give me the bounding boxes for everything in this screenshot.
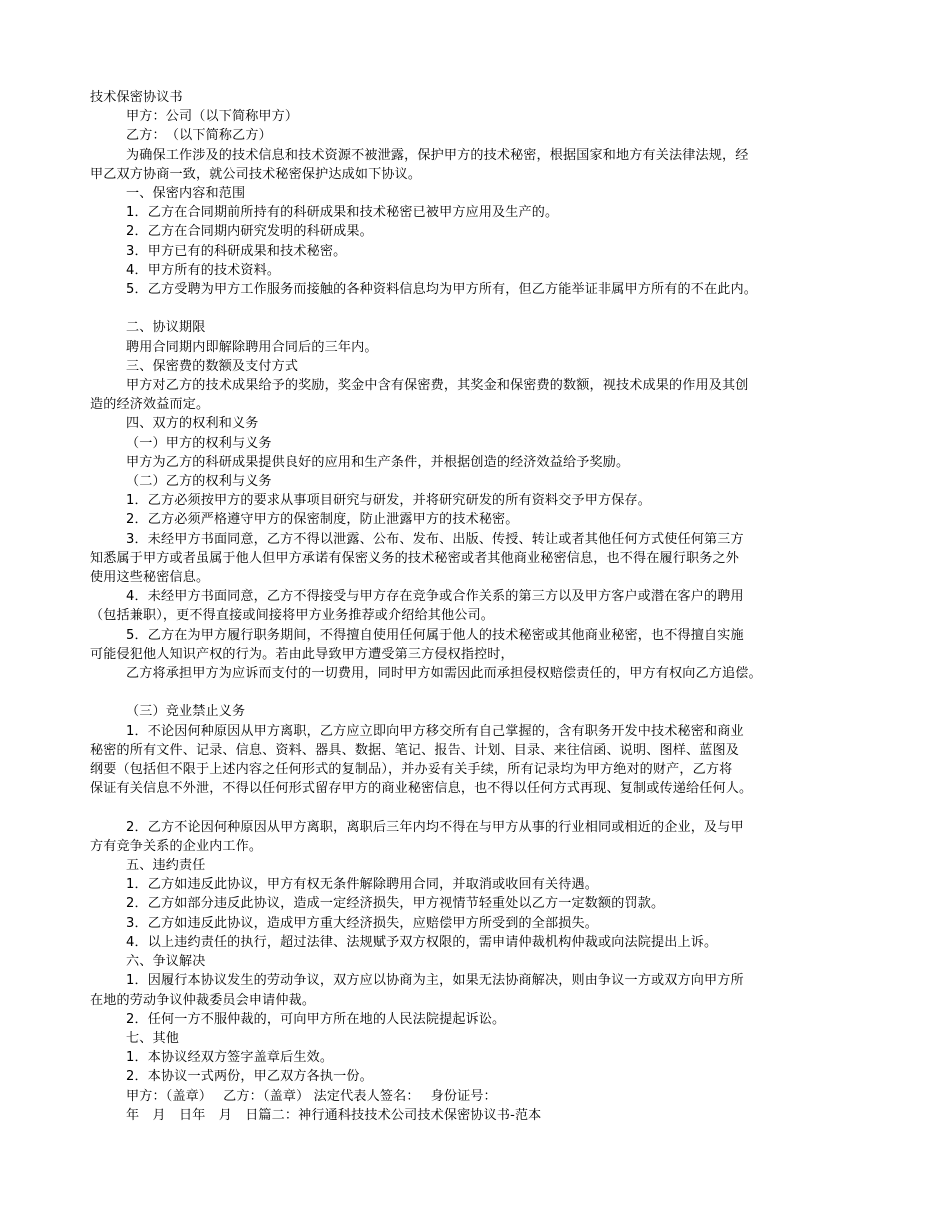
text-line: 3．未经甲方书面同意，乙方不得以泄露、公布、发布、出版、传授、转让或者其他任何方式使任何第三方 xyxy=(126,531,744,547)
text-line: （包括兼职），更不得直接或间接将甲方业务推荐或介绍给其他公司。 xyxy=(90,608,495,624)
text-line: 甲乙双方协商一致，就公司技术秘密保护达成如下协议。 xyxy=(90,166,422,182)
text-line: 为确保工作涉及的技术信息和技术资源不被泄露，保护甲方的技术秘密，根据国家和地方有关法律法规，经 xyxy=(126,147,749,163)
text-line: 知悉属于甲方或者虽属于他人但甲方承诺有保密义务的技术秘密或者其他商业秘密信息，也不得在履行职务之外 xyxy=(90,550,739,566)
text-line: （三）竞业禁止义务 xyxy=(126,704,246,720)
text-line: 5．乙方受聘为甲方工作服务而接触的各种资料信息均为甲方所有，但乙方能举证非属甲方所有的不在此内。 xyxy=(126,282,757,298)
text-line: 2．本协议一式两份，甲乙双方各执一份。 xyxy=(126,1069,373,1085)
text-line: 3．甲方已有的科研成果和技术秘密。 xyxy=(126,243,347,259)
text-line: 1．不论因何种原因从甲方离职，乙方应立即向甲方移交所有自己掌握的，含有职务开发中技术秘密和商业 xyxy=(126,723,744,739)
text-line: 1．乙方如违反此协议，甲方有权无条件解除聘用合同，并取消或收回有关待遇。 xyxy=(126,877,599,893)
text-line: 六、争议解决 xyxy=(126,954,206,970)
text-line: 乙方： （以下简称乙方） xyxy=(126,128,272,144)
text-line: 2．乙方如部分违反此协议，造成一定经济损失，甲方视情节轻重处以乙方一定数额的罚款。 xyxy=(126,896,665,912)
text-line: 五、违约责任 xyxy=(126,858,206,874)
blank-line xyxy=(90,299,870,318)
text-line: 5．乙方在为甲方履行职务期间，不得擅自使用任何属于他人的技术秘密或其他商业秘密，也不得擅自实施 xyxy=(126,627,744,643)
blank-line xyxy=(90,798,870,817)
text-line: 纲要（包括但不限于上述内容之任何形式的复制品），并办妥有关手续，所有记录均为甲方绝对的财产，乙方将 xyxy=(90,762,733,778)
text-line: 4．甲方所有的技术资料。 xyxy=(126,262,281,278)
text-line: （一）甲方的权利与义务 xyxy=(126,435,272,451)
text-line: 2．乙方在合同期内研究发明的科研成果。 xyxy=(126,224,373,240)
text-line: 方有竞争关系的企业内工作。 xyxy=(90,838,263,854)
text-line: （二）乙方的权利与义务 xyxy=(126,474,272,490)
blank-line xyxy=(90,683,870,702)
text-line: 4．未经甲方书面同意，乙方不得接受与甲方存在竞争或合作关系的第三方以及甲方客户或潜在客户的聘用 xyxy=(126,589,744,605)
text-line: 2．乙方必须严格遵守甲方的保密制度，防止泄露甲方的技术秘密。 xyxy=(126,512,519,528)
text-line: 甲方对乙方的技术成果给予的奖励，奖金中含有保密费，其奖金和保密费的数额，视技术成果的作用及其创 xyxy=(126,378,749,394)
text-line: 保证有关信息不外泄，不得以任何形式留存甲方的商业秘密信息，也不得以任何方式再现、复制或传递给任何人。 xyxy=(90,781,753,797)
text-line: 1．乙方必须按甲方的要求从事项目研究与研发，并将研究研发的所有资料交予甲方保存。 xyxy=(126,493,651,509)
text-line: 甲方为乙方的科研成果提供良好的应用和生产条件，并根据创造的经济效益给予奖励。 xyxy=(126,454,630,470)
text-line: 3．乙方如违反此协议，造成甲方重大经济损失，应赔偿甲方所受到的全部损失。 xyxy=(126,915,599,931)
text-line: 三、保密费的数额及支付方式 xyxy=(126,358,299,374)
text-line: 二、协议期限 xyxy=(126,320,206,336)
text-line: 一、保密内容和范围 xyxy=(126,186,246,202)
document-paragraphs xyxy=(90,107,870,1125)
text-line: 七、其他 xyxy=(126,1030,179,1046)
text-line: 可能侵犯他人知识产权的行为。若由此导致甲方遭受第三方侵权指控时， xyxy=(90,646,514,662)
text-line: 1．本协议经双方签字盖章后生效。 xyxy=(126,1050,334,1066)
text-line: 1．乙方在合同期前所持有的科研成果和技术秘密已被甲方应用及生产的。 xyxy=(126,205,559,221)
text-line: 四、双方的权利和义务 xyxy=(126,416,259,432)
text-line: 甲方：（盖章） 乙方：（盖章） 法定代表人签名： 身份证号： xyxy=(126,1088,497,1104)
document-title: 技术保密协议书 xyxy=(90,90,183,105)
text-line: 年 月 日年 月 日篇二：神行通科技技术公司技术保密协议书-范本 xyxy=(126,1107,542,1123)
text-line: 在地的劳动争议仲裁委员会申请仲裁。 xyxy=(90,992,316,1008)
text-line: 2．乙方不论因何种原因从甲方离职，离职后三年内均不得在与甲方从事的行业相同或相近的企业，及与甲 xyxy=(126,819,744,835)
text-line: 乙方将承担甲方为应诉而支付的一切费用，同时甲方如需因此而承担侵权赔偿责任的，甲方有权向乙方追偿。 xyxy=(126,666,762,682)
document-body xyxy=(90,88,870,1125)
text-line: 2．任何一方不服仲裁的，可向甲方所在地的人民法院提起诉讼。 xyxy=(126,1011,506,1027)
text-line: 造的经济效益而定。 xyxy=(90,397,210,413)
text-line: 聘用合同期内即解除聘用合同后的三年内。 xyxy=(126,339,378,355)
text-line: 1．因履行本协议发生的劳动争议，双方应以协商为主，如果无法协商解决，则由争议一方或双方向甲方所 xyxy=(126,973,744,989)
text-line: 甲方：公司（以下简称甲方） xyxy=(126,109,299,125)
text-line: 秘密的所有文件、记录、信息、资料、器具、数据、笔记、报告、计划、目录、来往信函、说明、图样、蓝图及 xyxy=(90,742,739,758)
text-line: 使用这些秘密信息。 xyxy=(90,570,210,586)
text-line: 4．以上违约责任的执行，超过法律、法规赋予双方权限的，需申请仲裁机构仲裁或向法院提出上诉。 xyxy=(126,934,718,950)
